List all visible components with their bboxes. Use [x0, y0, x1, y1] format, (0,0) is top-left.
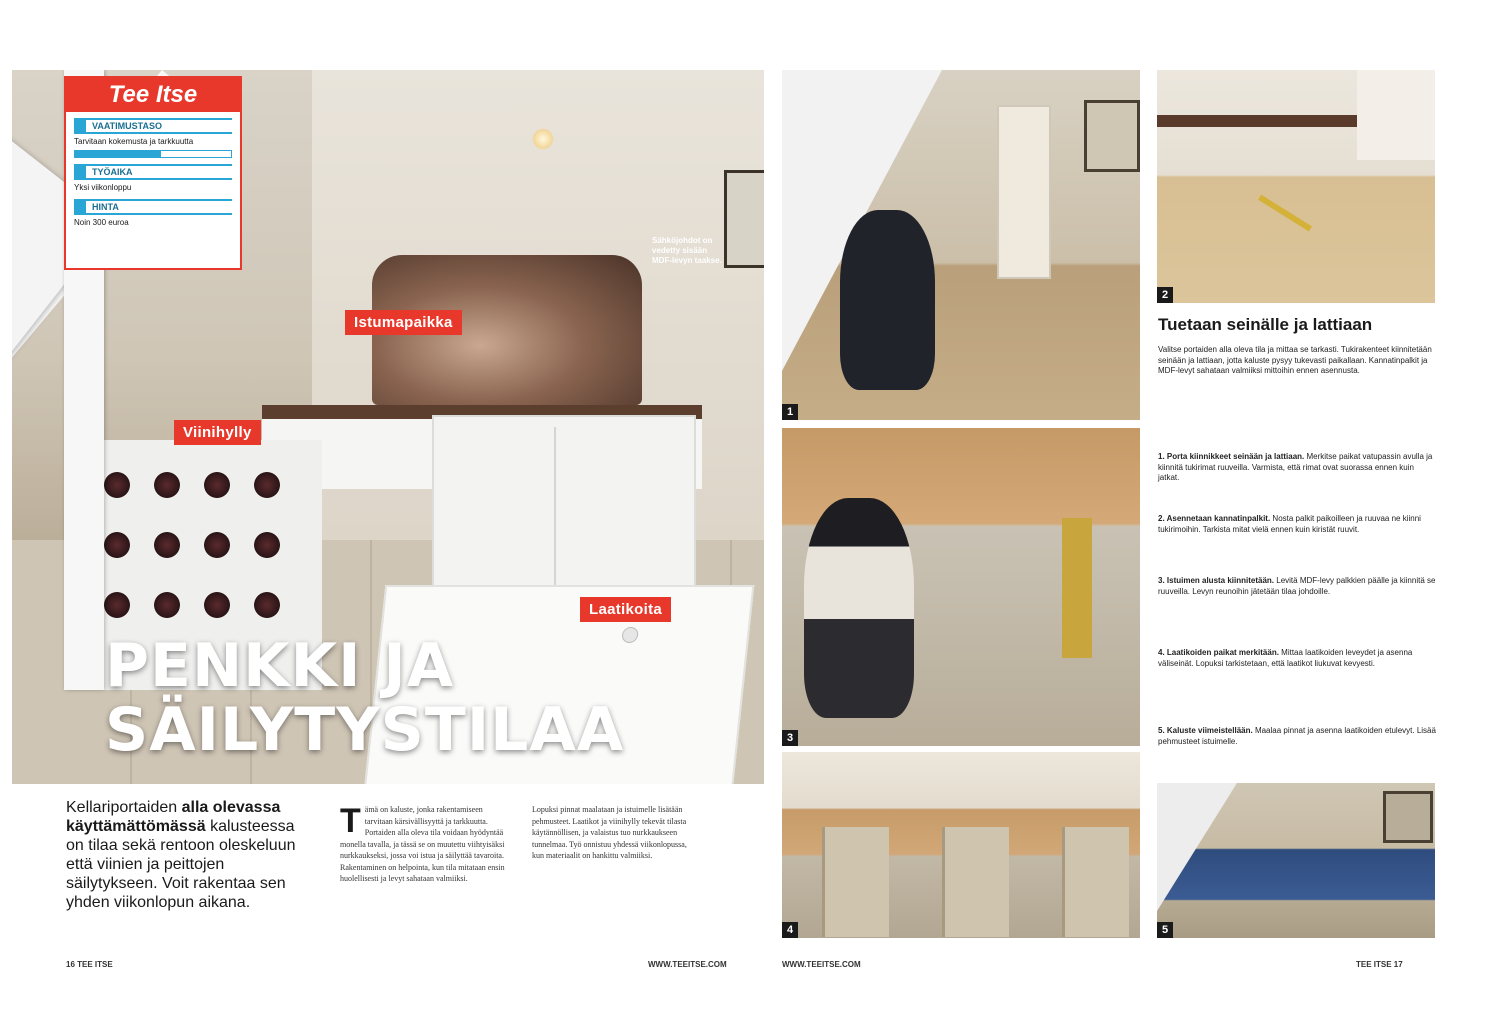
page-title [105, 631, 625, 765]
box-row-time [74, 164, 232, 193]
photo-number: 3 [782, 730, 798, 746]
step-3-text: 3. Istuimen alusta kiinnitetään. Levitä MDF-levy palkkien päälle ja kiinnitä se ruuveilla. Levyn reunoihin jätetään tilaa johdoille. [1158, 576, 1436, 596]
cable-note: Sähköjohdot on vedetty sisään MDF-levyn taakse. [652, 236, 722, 265]
tee-itse-box [64, 76, 242, 270]
label-box: Laatikoita [580, 597, 671, 622]
level-icon [74, 120, 86, 132]
folio-left-url: WWW.TEEITSE.COM [648, 960, 727, 969]
row-value: Yksi viikonloppu [74, 183, 132, 192]
folio-right-page: TEE ITSE 17 [1356, 960, 1403, 969]
step-photo-2 [1157, 70, 1435, 303]
photo-number: 2 [1157, 287, 1173, 303]
cabinet [432, 415, 696, 594]
row-value: Noin 300 euroa [74, 218, 129, 227]
title-line-2: SÄILYTYSTILAA [105, 695, 625, 765]
section-intro: Valitse portaiden alla oleva tila ja mittaa se tarkasti. Tukirakenteet kiinnitetään seinään ja lattiaan, jotta kaluste pysyy tukevasti paikallaan. Kannatinpalkit ja MDF-levyt sahataan valmiiksi mittoihin ennen asennusta. [1158, 345, 1432, 376]
label-seat: Istumapaikka [345, 310, 462, 335]
row-value: Tarvitaan kokemusta ja tarkkuutta [74, 137, 194, 146]
step-photo-4 [782, 752, 1140, 938]
section-heading: Tuetaan seinälle ja lattiaan [1158, 315, 1373, 334]
box-row-difficulty [74, 118, 232, 158]
body-column-1: Tämä on kaluste, jonka rakentamiseen tarvitaan kärsivällisyyttä ja tarkkuutta. Portaiden alla oleva tila voidaan hyödyntää monella tavalla, ja tässä se on muutettu viihtyisäksi nurkkaukseksi, jossa voi istua ja säilyttää tavaroita. Rakentaminen on helpointa, kun tila mitataan ensin huolellisesti ja levyt sahataan valmiiksi. [340, 802, 505, 883]
photo-number: 1 [782, 404, 798, 420]
row-label: HINTA [92, 202, 119, 212]
step-5-text: 5. Kaluste viimeistellään. Maalaa pinnat ja asenna laatikoiden etulevyt. Lisää pehmusteet istuimelle. [1158, 726, 1436, 746]
step-photo-1 [782, 70, 1140, 420]
photo-number: 5 [1157, 922, 1173, 938]
step-photo-5 [1157, 783, 1435, 938]
box-title: Tee Itse [66, 78, 240, 112]
folio-left-page: 16 TEE ITSE [66, 960, 113, 969]
folio-right-url: WWW.TEEITSE.COM [782, 960, 861, 969]
body-column-2: Lopuksi pinnat maalataan ja istuimelle lisätään pehmusteet. Laatikot ja viinihylly tekevät tilasta käytännöllisen, ja valaistus tuo nurkkaukseen tunnelmaa. Työ onnistuu yhdessä viikonlopussa, kun materiaalit on hankittu valmiiksi. [532, 805, 687, 860]
clock-icon [74, 166, 86, 178]
row-label: TYÖAIKA [92, 167, 133, 177]
lamp [532, 128, 554, 150]
step-1-text: 1. Porta kiinnikkeet seinään ja lattiaan. Merkitse paikat vatupassin avulla ja kiinnitä tukirimat ruuveilla. Varmista, että rimat ovat suorassa ennen kuin jatkat. [1158, 452, 1433, 483]
row-label: VAATIMUSTASO [92, 121, 162, 131]
label-wine: Viinihylly [174, 420, 261, 445]
box-row-price [74, 199, 232, 228]
title-line-1: PENKKI JA [105, 631, 455, 701]
step-2-text: 2. Asennetaan kannatinpalkit. Nosta palkit paikoilleen ja ruuvaa ne kiinni tukirimoihin. Tarkista mitat vielä ennen kuin kiristät ruuvit. [1158, 514, 1421, 534]
lead-paragraph: Kellariportaiden alla olevassa käyttämättömässä kalusteessa on tilaa sekä rentoon oleskeluun että viinien ja peittojen säilytykseen. Voit rakentaa sen yhden viikonlopun aikana. [66, 799, 296, 911]
dropcap: T [340, 802, 361, 840]
difficulty-meter [74, 150, 232, 158]
step-photo-3 [782, 428, 1140, 746]
step-4-text: 4. Laatikoiden paikat merkitään. Mittaa laatikoiden leveydet ja asenna väliseinät. Lopuksi tarkistetaan, että laatikot liukuvat kevyesti. [1158, 648, 1413, 668]
photo-number: 4 [782, 922, 798, 938]
euro-icon [74, 201, 86, 213]
wall-picture [724, 170, 764, 268]
